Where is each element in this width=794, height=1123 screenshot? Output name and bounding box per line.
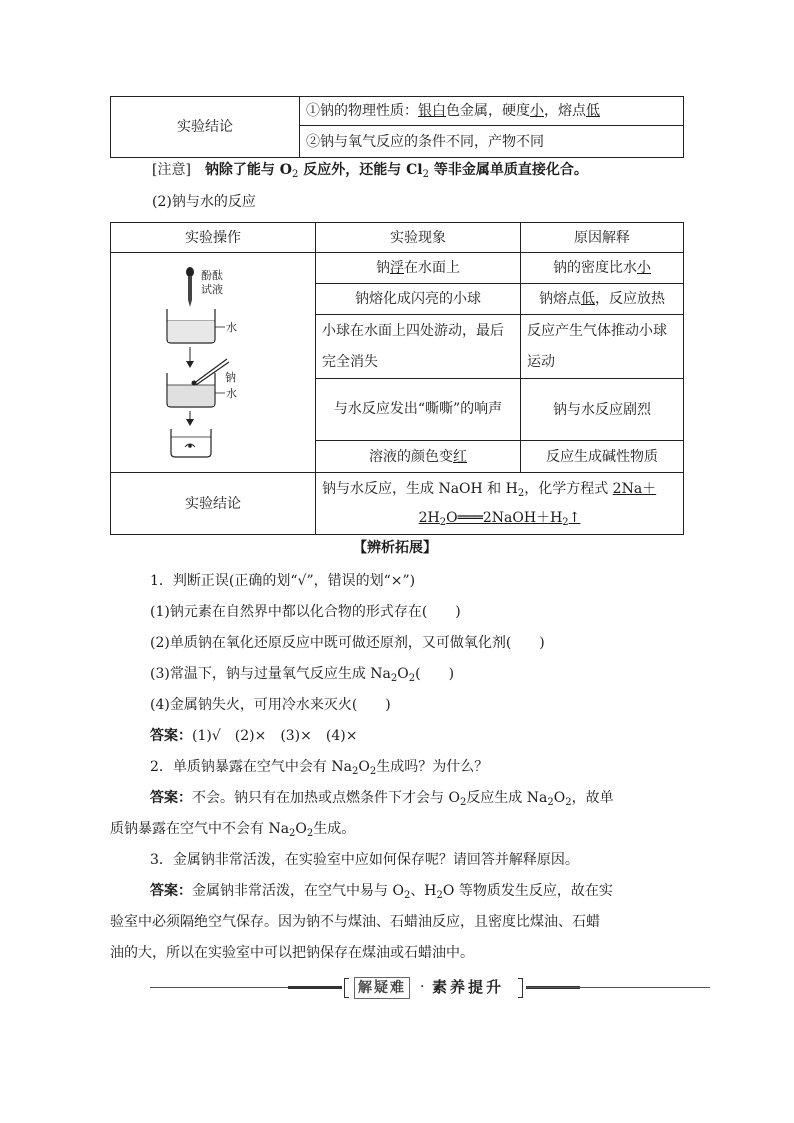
water-label-2: 水 <box>226 386 237 400</box>
dropper-icon <box>186 267 194 307</box>
sodium-label: 钠 <box>225 370 236 384</box>
apparatus-diagram <box>153 263 273 463</box>
arrow-down-icon <box>186 347 194 368</box>
header-reason: 原因解释 <box>521 223 684 253</box>
banner-rule-right <box>526 987 710 988</box>
banner-text: 素养提升 <box>432 978 505 996</box>
header-phenomenon: 实验现象 <box>316 223 521 253</box>
phenomenon-5: 溶液的颜色变红 <box>316 441 521 473</box>
conclusion-row-1: ①钠的物理性质：银白色金属，硬度小，熔点低 <box>300 97 684 126</box>
question-2-title: 2．单质钠暴露在空气中会有 $Na_2O_2$生成吗？为什么？ <box>150 759 489 777</box>
conclusion-label: 实验结论 <box>111 97 300 158</box>
reaction-table <box>110 222 684 535</box>
beaker-2-icon <box>167 359 229 407</box>
question-3-answer-line-2: 验室中必须隔绝空气保存。因为钠不与煤油、石蜡油反应，且密度比煤油、石蜡 <box>110 914 600 930</box>
banner-dot: · <box>420 979 425 995</box>
reason-4: 钠与水反应剧烈 <box>521 379 684 441</box>
question-2-answer-line-1: 答案：不会。钠只有在加热或点燃条件下才会与 $O_2$反应生成 $Na_2O_2$，故单 <box>150 790 614 808</box>
beaker-3-icon <box>171 429 211 457</box>
question-1-item-2: (2)单质钠在氧化还原反应中既可做还原剂，又可做氧化剂( ) <box>150 635 545 651</box>
reason-2: 钠熔点低，反应放热 <box>521 284 684 315</box>
phenomenon-2: 钠熔化成闪亮的小球 <box>316 284 521 315</box>
apparatus-cell <box>111 253 316 473</box>
question-1-title: 1．判断正误(正确的划“√”，错误的划“×”) <box>150 573 416 589</box>
banner-bracket-left <box>344 978 349 998</box>
question-1-item-1: (1)钠元素在自然界中都以化合物的形式存在( ) <box>150 604 461 620</box>
question-1-answer: 答案：(1)√ (2)× (3)× (4)× <box>150 728 358 744</box>
question-3-answer-line-3: 油的大，所以在实验室中可以把钠保存在煤油或石蜡油中。 <box>110 945 474 961</box>
note: [注意] 钠除了能与 $O_2$ 反应外，还能与 $Cl_2$ 等非金属单质直接化合。 <box>152 162 588 180</box>
header-operation: 实验操作 <box>111 223 316 253</box>
conclusion-table <box>110 96 684 158</box>
phenomenon-1: 钠浮在水面上 <box>316 253 521 284</box>
reaction-conclusion-label: 实验结论 <box>111 473 316 535</box>
water-label-1: 水 <box>226 320 237 334</box>
question-3-title: 3．金属钠非常活泼，在实验室中应如何保存呢？请回答并解释原因。 <box>150 852 579 868</box>
reagent-label-1: 酚酞 <box>201 268 223 282</box>
question-1-item-4: (4)金属钠失火，可用冷水来灭火( ) <box>150 697 391 713</box>
banner-bracket-right <box>518 978 523 998</box>
beaker-1-icon <box>167 309 225 343</box>
question-2-answer-line-2: 质钠暴露在空气中不会有 $Na_2O_2$生成。 <box>110 821 356 839</box>
question-3-answer-line-1: 答案：金属钠非常活泼，在空气中易与 $O_2$、$H_2O$ 等物质发生反应，故在实 <box>150 883 613 901</box>
reason-5: 反应生成碱性物质 <box>521 441 684 473</box>
banner-boxed-label: 解疑难 <box>354 977 410 999</box>
reason-3: 反应产生气体推动小球运动 <box>521 315 684 379</box>
phenomenon-3: 小球在水面上四处游动，最后完全消失 <box>316 315 521 379</box>
section-heading: (2)钠与水的反应 <box>152 194 256 210</box>
section-banner <box>150 976 710 1000</box>
reagent-label-2: 试液 <box>201 282 223 296</box>
reason-1: 钠的密度比水小 <box>521 253 684 284</box>
phenomenon-4: 与水反应发出“嘶嘶”的响声 <box>316 379 521 441</box>
analysis-title: 【辨析拓展】 <box>353 540 437 556</box>
arrow-down-icon <box>186 411 194 426</box>
reaction-conclusion: 钠与水反应，生成 NaOH 和 $H_2$，化学方程式 2Na＋ $2H_2O═══2NaOH+H_2↑$ <box>316 473 684 535</box>
question-1-item-3: (3)常温下，钠与过量氧气反应生成 $Na_2O_2$( ) <box>150 666 455 684</box>
conclusion-row-2: ②钠与氧气反应的条件不同，产物不同 <box>300 126 684 158</box>
banner-rule-left-thick <box>288 986 342 989</box>
